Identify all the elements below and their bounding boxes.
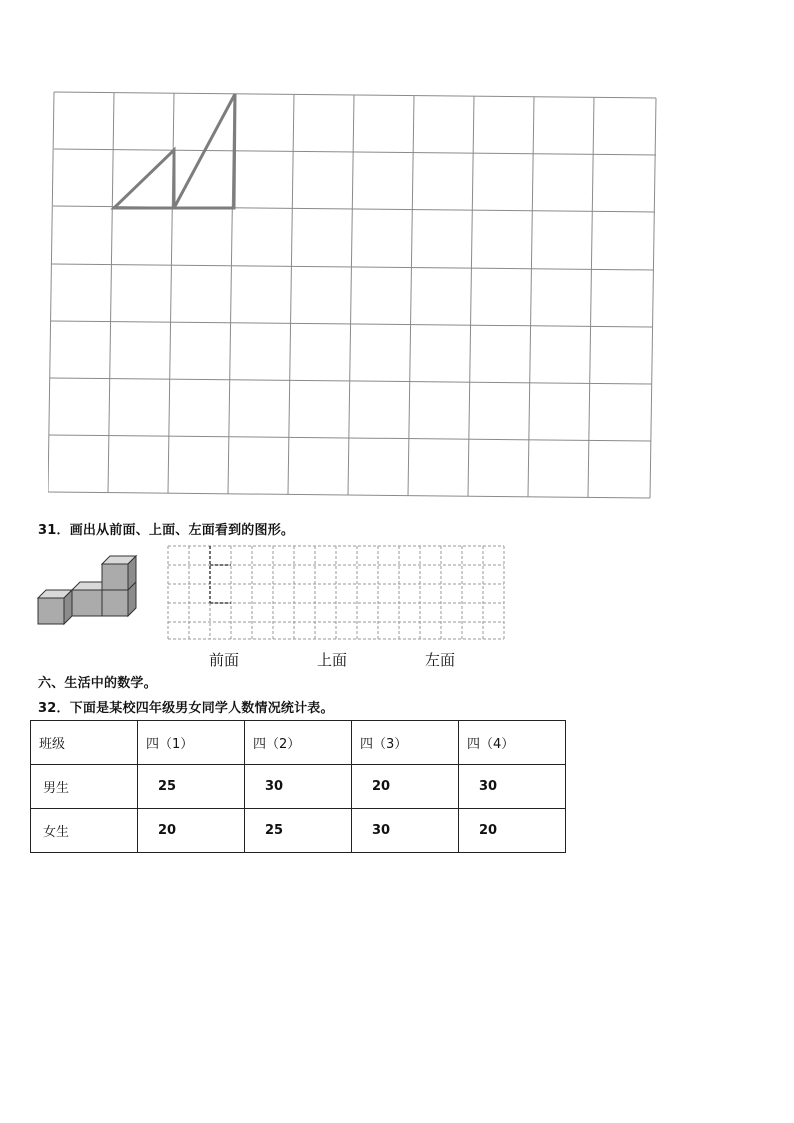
header-cell: 四（1）: [138, 721, 245, 765]
student-stats-table: [30, 720, 566, 853]
view-label-left: 左面: [425, 651, 456, 669]
grid-lines: [48, 92, 656, 498]
view-label-front: 前面: [209, 651, 240, 669]
square-grid: [48, 90, 660, 502]
header-cell: 班级: [31, 721, 138, 765]
table-row: [31, 809, 566, 853]
table-cell: 25: [138, 765, 245, 809]
table-cell: 20: [459, 809, 566, 853]
table-cell: 30: [245, 765, 352, 809]
highlighted-column: [210, 546, 231, 603]
table-cell: 20: [352, 765, 459, 809]
dashed-drawing-grid: [166, 544, 506, 641]
header-cell: 四（4）: [459, 721, 566, 765]
section-6-heading: 六、生活中的数学。: [38, 676, 157, 691]
table-row: [31, 765, 566, 809]
table-cell: 25: [245, 809, 352, 853]
question-31: 31．画出从前面、上面、左面看到的图形。: [38, 523, 295, 538]
header-cell: 四（3）: [352, 721, 459, 765]
table-cell: 30: [459, 765, 566, 809]
cube-stack-figure: [36, 550, 142, 632]
table-header-row: [31, 721, 566, 765]
table-cell: 30: [352, 809, 459, 853]
table-cell: 20: [138, 809, 245, 853]
header-cell: 四（2）: [245, 721, 352, 765]
view-label-top: 上面: [317, 651, 348, 669]
small-triangle: [114, 150, 174, 208]
row-label: 男生: [31, 765, 138, 809]
question-32: 32．下面是某校四年级男女同学人数情况统计表。: [38, 701, 334, 716]
row-label: 女生: [31, 809, 138, 853]
